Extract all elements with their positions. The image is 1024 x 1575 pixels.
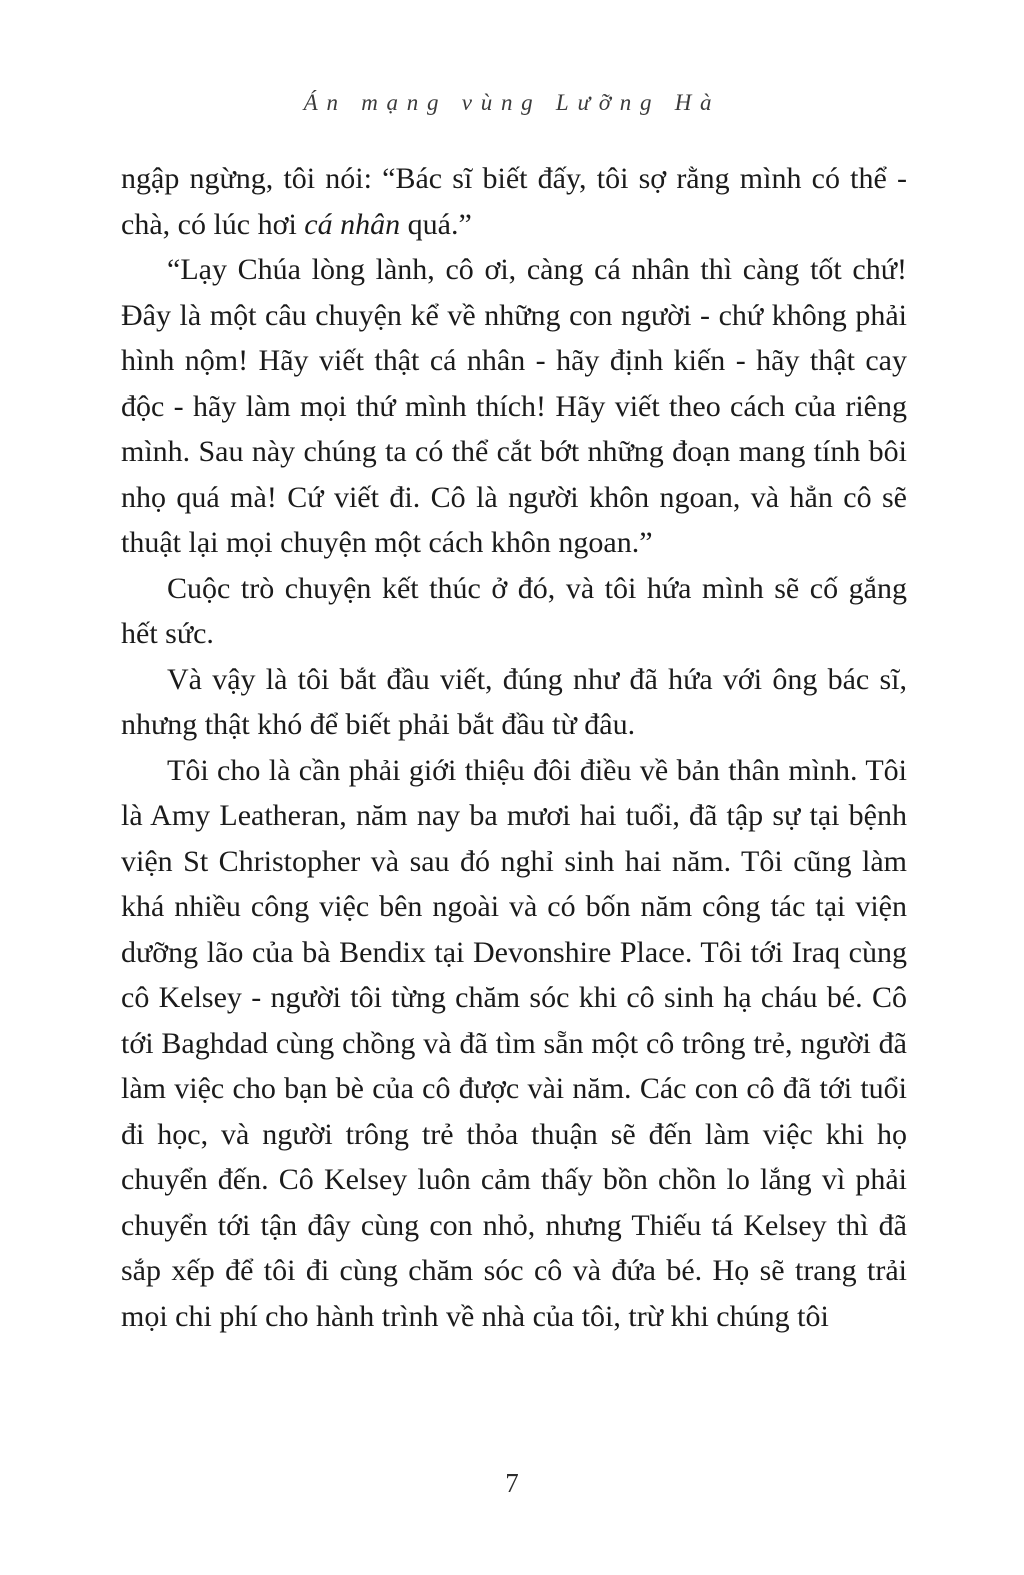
paragraph xyxy=(121,156,907,247)
running-head: Án mạng vùng Lưỡng Hà xyxy=(303,90,721,115)
text-segment: Tôi cho là cần phải giới thiệu đôi điều về bản thân mình. Tôi là Amy Leatheran, năm nay ba mươi hai tuổi, đã tập sự tại bệnh viện St Christopher và sau đó nghỉ sinh hai năm. Tôi cũng làm khá nhiều công việc bên ngoài và có bốn năm công tác tại viện dưỡng lão của bà Bendix tại Devonshire Place. Tôi tới Iraq cùng cô Kelsey - người tôi từng chăm sóc khi cô sinh hạ cháu bé. Cô tới Baghdad cùng chồng và đã tìm sẵn một cô trông trẻ, người đã làm việc cho bạn bè của cô được vài năm. Các con cô đã tới tuổi đi học, và người trông trẻ thỏa thuận sẽ đến làm việc khi họ chuyển đến. Cô Kelsey luôn cảm thấy bồn chồn lo lắng vì phải chuyển tới tận đây cùng con nhỏ, nhưng Thiếu tá Kelsey thì đã sắp xếp để tôi đi cùng chăm sóc cô và đứa bé. Họ sẽ trang trải mọi chi phí cho hành trình về nhà của tôi, trừ khi chúng tôi xyxy=(121,753,907,1333)
text-segment: quá.” xyxy=(400,207,472,241)
body-text xyxy=(121,156,907,1339)
italic-text-segment: cá nhân xyxy=(304,207,401,241)
page-number: 7 xyxy=(505,1468,519,1498)
text-segment: “Lạy Chúa lòng lành, cô ơi, càng cá nhân thì càng tốt chứ! Đây là một câu chuyện kể về những con người - chứ không phải hình nộm! Hãy viết thật cá nhân - hãy định kiến - hãy thật cay độc - hãy làm mọi thứ mình thích! Hãy viết theo cách của riêng mình. Sau này chúng ta có thể cắt bớt những đoạn mang tính bôi nhọ quá mà! Cứ viết đi. Cô là người khôn ngoan, và hẳn cô sẽ thuật lại mọi chuyện một cách khôn ngoan.” xyxy=(121,253,907,559)
paragraph xyxy=(121,748,907,1340)
text-segment: Và vậy là tôi bắt đầu viết, đúng như đã hứa với ông bác sĩ, nhưng thật khó để biết phải bắt đầu từ đâu. xyxy=(121,662,907,741)
paragraph xyxy=(121,566,907,657)
text-segment: Cuộc trò chuyện kết thúc ở đó, và tôi hứa mình sẽ cố gắng hết sức. xyxy=(121,571,907,650)
text-segment: ngập ngừng, tôi nói: “Bác sĩ biết đấy, tôi sợ rằng mình có thể - chà, có lúc hơi xyxy=(121,162,907,241)
paragraph xyxy=(121,247,907,566)
paragraph xyxy=(121,657,907,748)
